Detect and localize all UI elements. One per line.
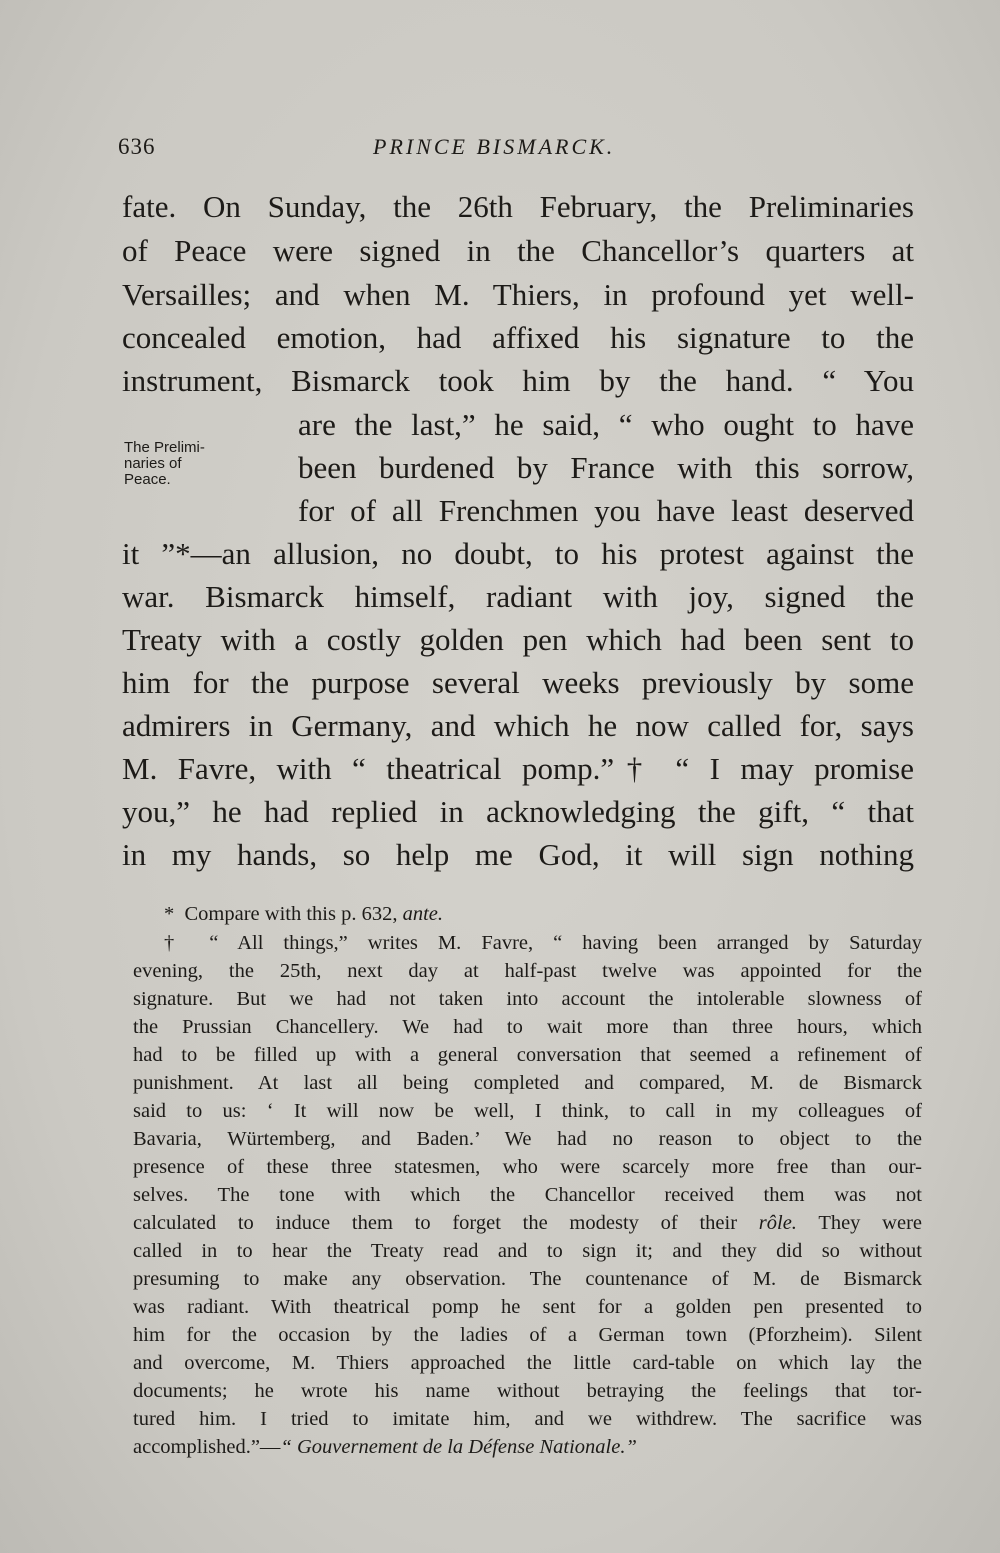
footnote-text: accomplished.”— — [133, 1436, 281, 1458]
footnote-source-title: “ Gouvernement de la Défense Nationale.” — [280, 1436, 637, 1458]
footnote-compare — [164, 900, 584, 928]
text-line: concealed emotion, had affixed his signature to the — [122, 320, 914, 355]
running-title: PRINCE BISMARCK. — [373, 134, 616, 159]
text-line: war. Bismarck himself, radiant with joy, signed the — [122, 579, 914, 614]
footnote-line: documents; he wrote his name without betraying the feelings that tor- — [133, 1380, 922, 1402]
footnote-line-role — [133, 1209, 922, 1237]
text-line: in my hands, so help me God, it will sign nothing — [122, 837, 914, 872]
text-line: admirers in Germany, and which he now called for, says — [122, 708, 914, 743]
footnote-line: tured him. I tried to imitate him, and we withdrew. The sacrifice was — [133, 1408, 922, 1430]
text-line: him for the purpose several weeks previously by some — [122, 665, 914, 700]
footnote-marker: * — [164, 903, 175, 925]
footnote-line: signature. But we had not taken into account the intolerable slowness of — [133, 988, 922, 1010]
text-line: are the last,” he said, “ who ought to have — [298, 407, 914, 442]
footnote-text: Compare with this p. 632, — [184, 903, 398, 925]
footnote-line: evening, the 25th, next day at half-past twelve was appointed for the — [133, 960, 922, 982]
margin-note-line: The Prelimi- — [124, 439, 205, 456]
text-line: M. Favre, with “ theatrical pomp.”† “ I may promise — [122, 751, 914, 786]
text-line: it ”*—an allusion, no doubt, to his protest against the — [122, 536, 914, 571]
footnote-ref: ante. — [402, 903, 444, 925]
text-line: Treaty with a costly golden pen which had been sent to — [122, 622, 914, 657]
footnote-line: presuming to make any observation. The countenance of M. de Bismarck — [133, 1268, 922, 1290]
margin-note — [124, 440, 274, 488]
text-line: of Peace were signed in the Chancellor’s quarters at — [122, 233, 914, 268]
margin-note-line: naries of — [124, 455, 182, 472]
footnote-line: was radiant. With theatrical pomp he sent for a golden pen presented to — [133, 1296, 922, 1318]
footnote-italic-word: rôle. — [758, 1212, 797, 1234]
footnote-line: presence of these three statesmen, who were scarcely more free than our- — [133, 1156, 922, 1178]
footnote-line: had to be filled up with a general conversation that seemed a refinement of — [133, 1044, 922, 1066]
page-header — [118, 128, 918, 168]
footnote-line: called in to hear the Treaty read and to sign it; and they did so without — [133, 1240, 922, 1262]
footnote-line: punishment. At last all being completed and compared, M. de Bismarck — [133, 1072, 922, 1094]
footnote-line-source — [133, 1433, 783, 1461]
footnote-text: They were — [818, 1212, 923, 1234]
text-line: fate. On Sunday, the 26th February, the Preliminaries — [122, 189, 914, 224]
text-line: you,” he had replied in acknowledging the gift, “ that — [122, 794, 914, 829]
text-line: been burdened by France with this sorrow, — [298, 450, 914, 485]
text-line: instrument, Bismarck took him by the hand. “ You — [122, 363, 914, 398]
footnote-line: Bavaria, Würtemberg, and Baden.’ We had no reason to object to the — [133, 1128, 922, 1150]
footnote-line: the Prussian Chancellery. We had to wait more than three hours, which — [133, 1016, 922, 1038]
footnote-line: † “ All things,” writes M. Favre, “ having been arranged by Saturday — [164, 932, 922, 954]
text-line: for of all Frenchmen you have least deserved — [298, 493, 914, 528]
footnote-line: him for the occasion by the ladies of a German town (Pforzheim). Silent — [133, 1324, 922, 1346]
footnote-line: and overcome, M. Thiers approached the little card-table on which lay the — [133, 1352, 922, 1374]
footnote-line: said to us: ‘ It will now be well, I think, to call in my colleagues of — [133, 1100, 922, 1122]
margin-note-line: Peace. — [124, 471, 171, 488]
footnote-text: calculated to induce them to forget the modesty of their — [133, 1212, 738, 1234]
page-number: 636 — [118, 134, 156, 159]
text-line: Versailles; and when M. Thiers, in profound yet well- — [122, 277, 914, 312]
footnote-line: selves. The tone with which the Chancellor received them was not — [133, 1184, 922, 1206]
